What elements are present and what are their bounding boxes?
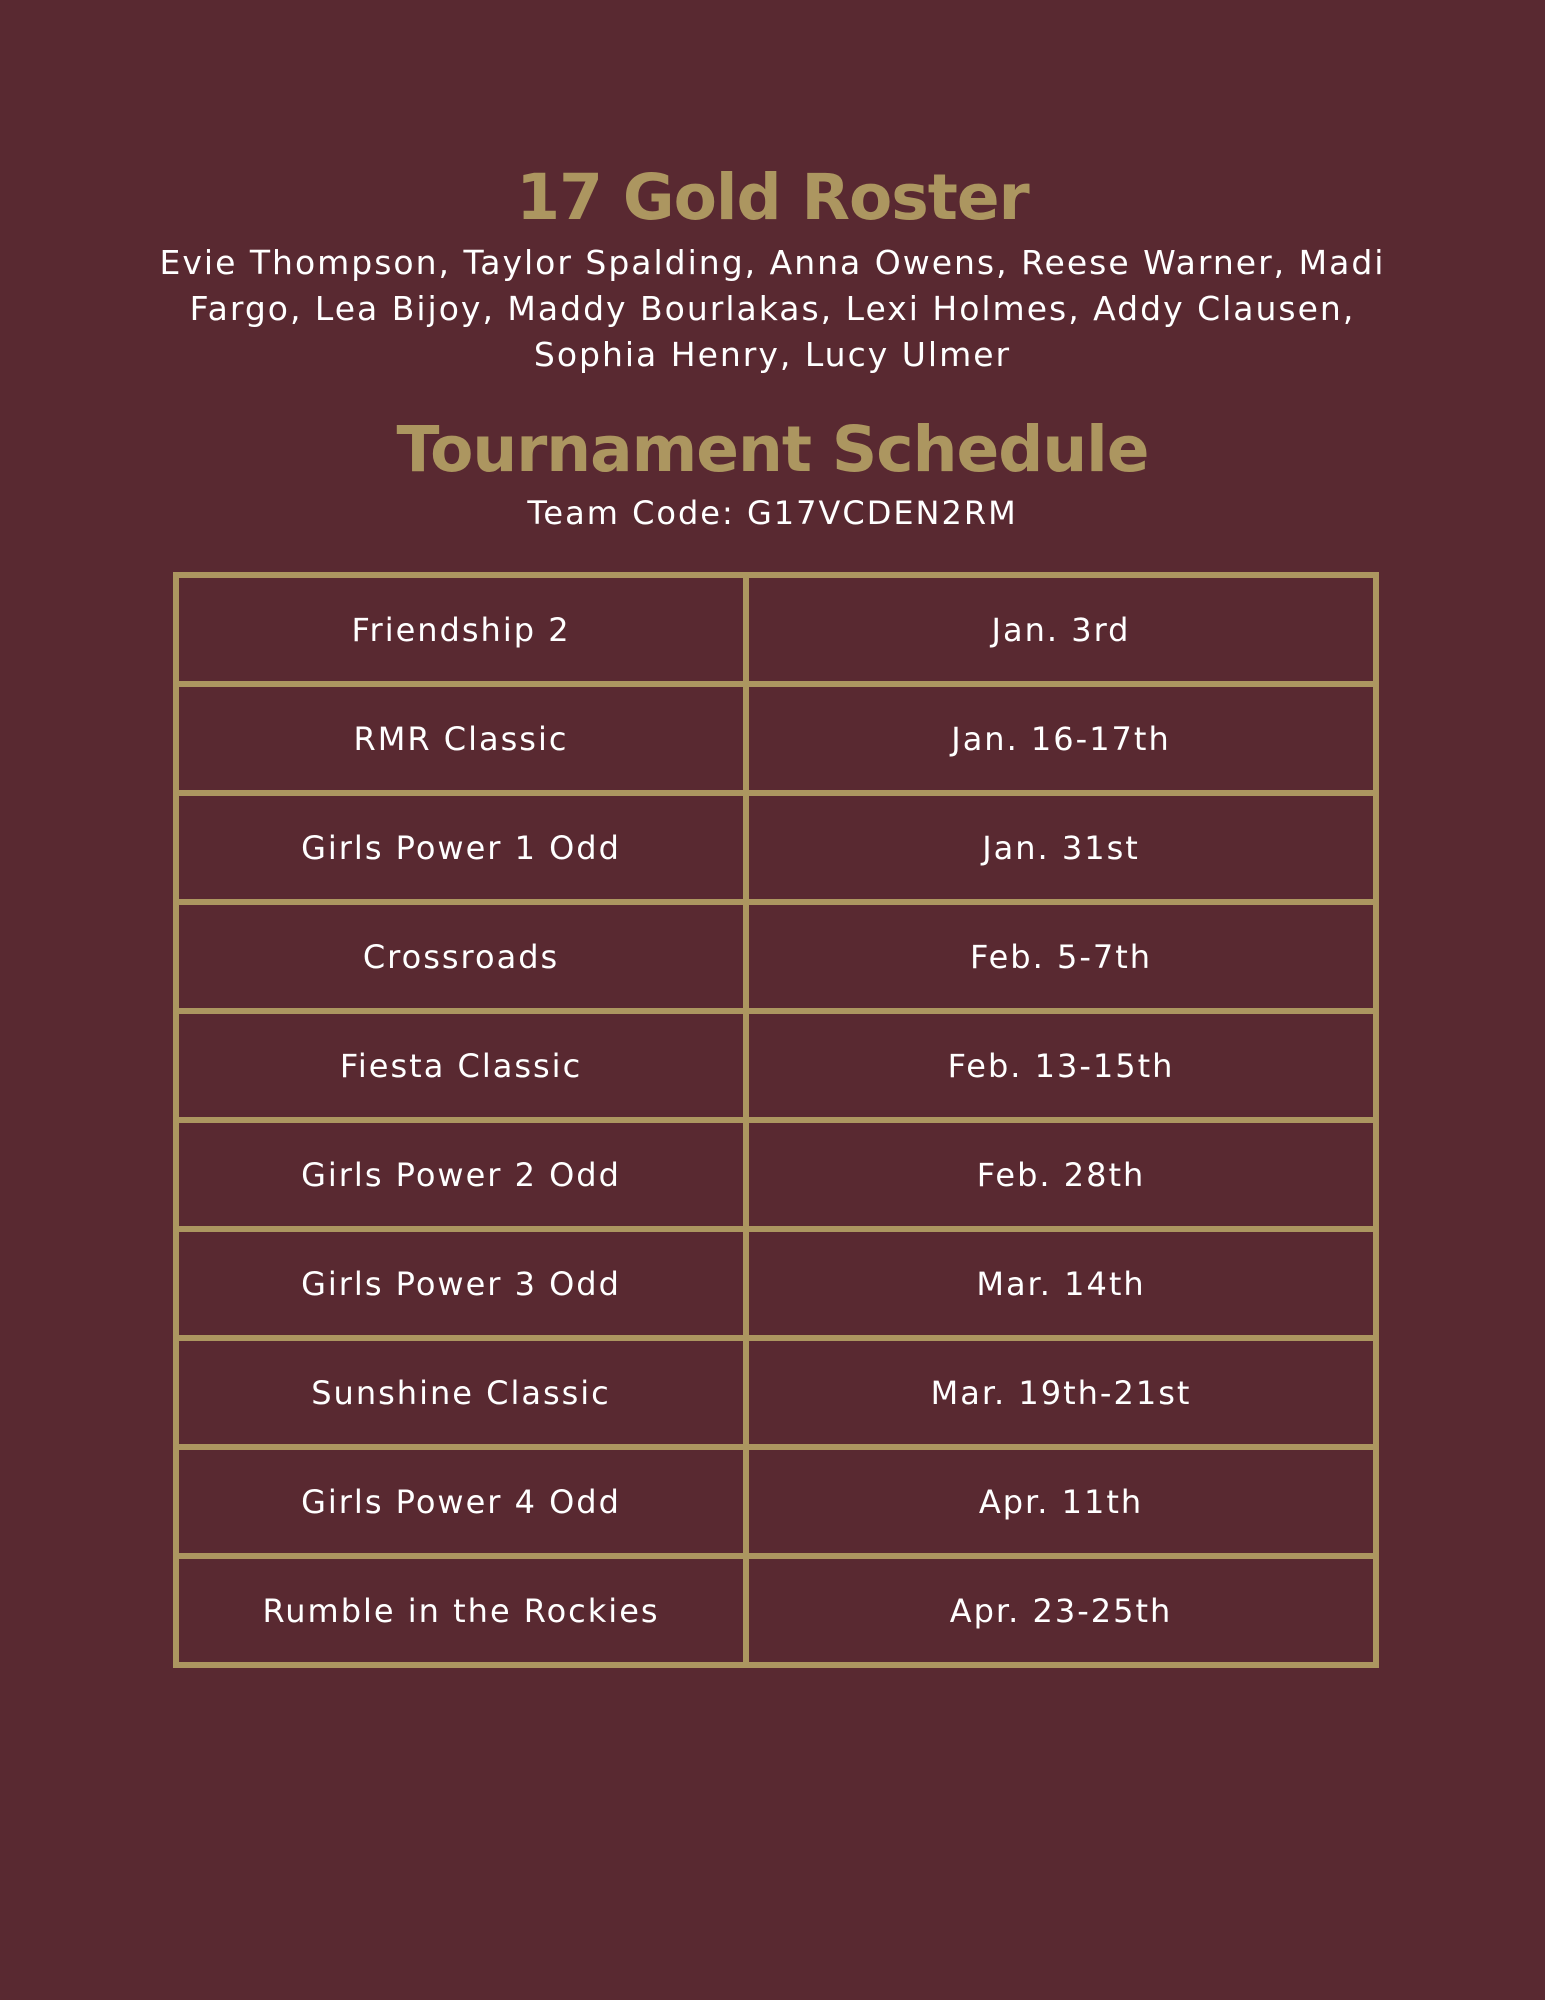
roster-names: Evie Thompson, Taylor Spalding, Anna Owens, Reese Warner, Madi Fargo, Lea Bijoy, Maddy Bourlakas, Lexi Holmes, Addy Clausen, Sophia Henry, Lucy Ulmer	[159, 243, 1386, 374]
tournament-date: Apr. 23-25th	[746, 1556, 1376, 1665]
tournament-name: Friendship 2	[176, 575, 746, 684]
tournament-name: Girls Power 2 Odd	[176, 1120, 746, 1229]
tournament-schedule-table	[173, 572, 1379, 1668]
table-row	[176, 1447, 1376, 1556]
table-row	[176, 1011, 1376, 1120]
tournament-name: Crossroads	[176, 902, 746, 1011]
table-row	[176, 684, 1376, 793]
table-row	[176, 1229, 1376, 1338]
tournament-date: Jan. 31st	[746, 793, 1376, 902]
table-row	[176, 1556, 1376, 1665]
tournament-name: Fiesta Classic	[176, 1011, 746, 1120]
tournament-name: RMR Classic	[176, 684, 746, 793]
table-row	[176, 1338, 1376, 1447]
tournament-date: Mar. 19th-21st	[746, 1338, 1376, 1447]
roster-title: 17 Gold Roster	[516, 161, 1029, 234]
tournament-name: Girls Power 1 Odd	[176, 793, 746, 902]
tournament-date: Jan. 3rd	[746, 575, 1376, 684]
tournament-date: Jan. 16-17th	[746, 684, 1376, 793]
table-row	[176, 793, 1376, 902]
table-row	[176, 902, 1376, 1011]
tournament-name: Girls Power 4 Odd	[176, 1447, 746, 1556]
tournament-name: Sunshine Classic	[176, 1338, 746, 1447]
tournament-name: Girls Power 3 Odd	[176, 1229, 746, 1338]
schedule-title: Tournament Schedule	[396, 413, 1149, 486]
tournament-date: Mar. 14th	[746, 1229, 1376, 1338]
tournament-date: Feb. 5-7th	[746, 902, 1376, 1011]
tournament-date: Feb. 13-15th	[746, 1011, 1376, 1120]
table-row	[176, 1120, 1376, 1229]
team-code: Team Code: G17VCDEN2RM	[527, 494, 1018, 532]
tournament-date: Apr. 11th	[746, 1447, 1376, 1556]
table-row	[176, 575, 1376, 684]
tournament-name: Rumble in the Rockies	[176, 1556, 746, 1665]
tournament-date: Feb. 28th	[746, 1120, 1376, 1229]
